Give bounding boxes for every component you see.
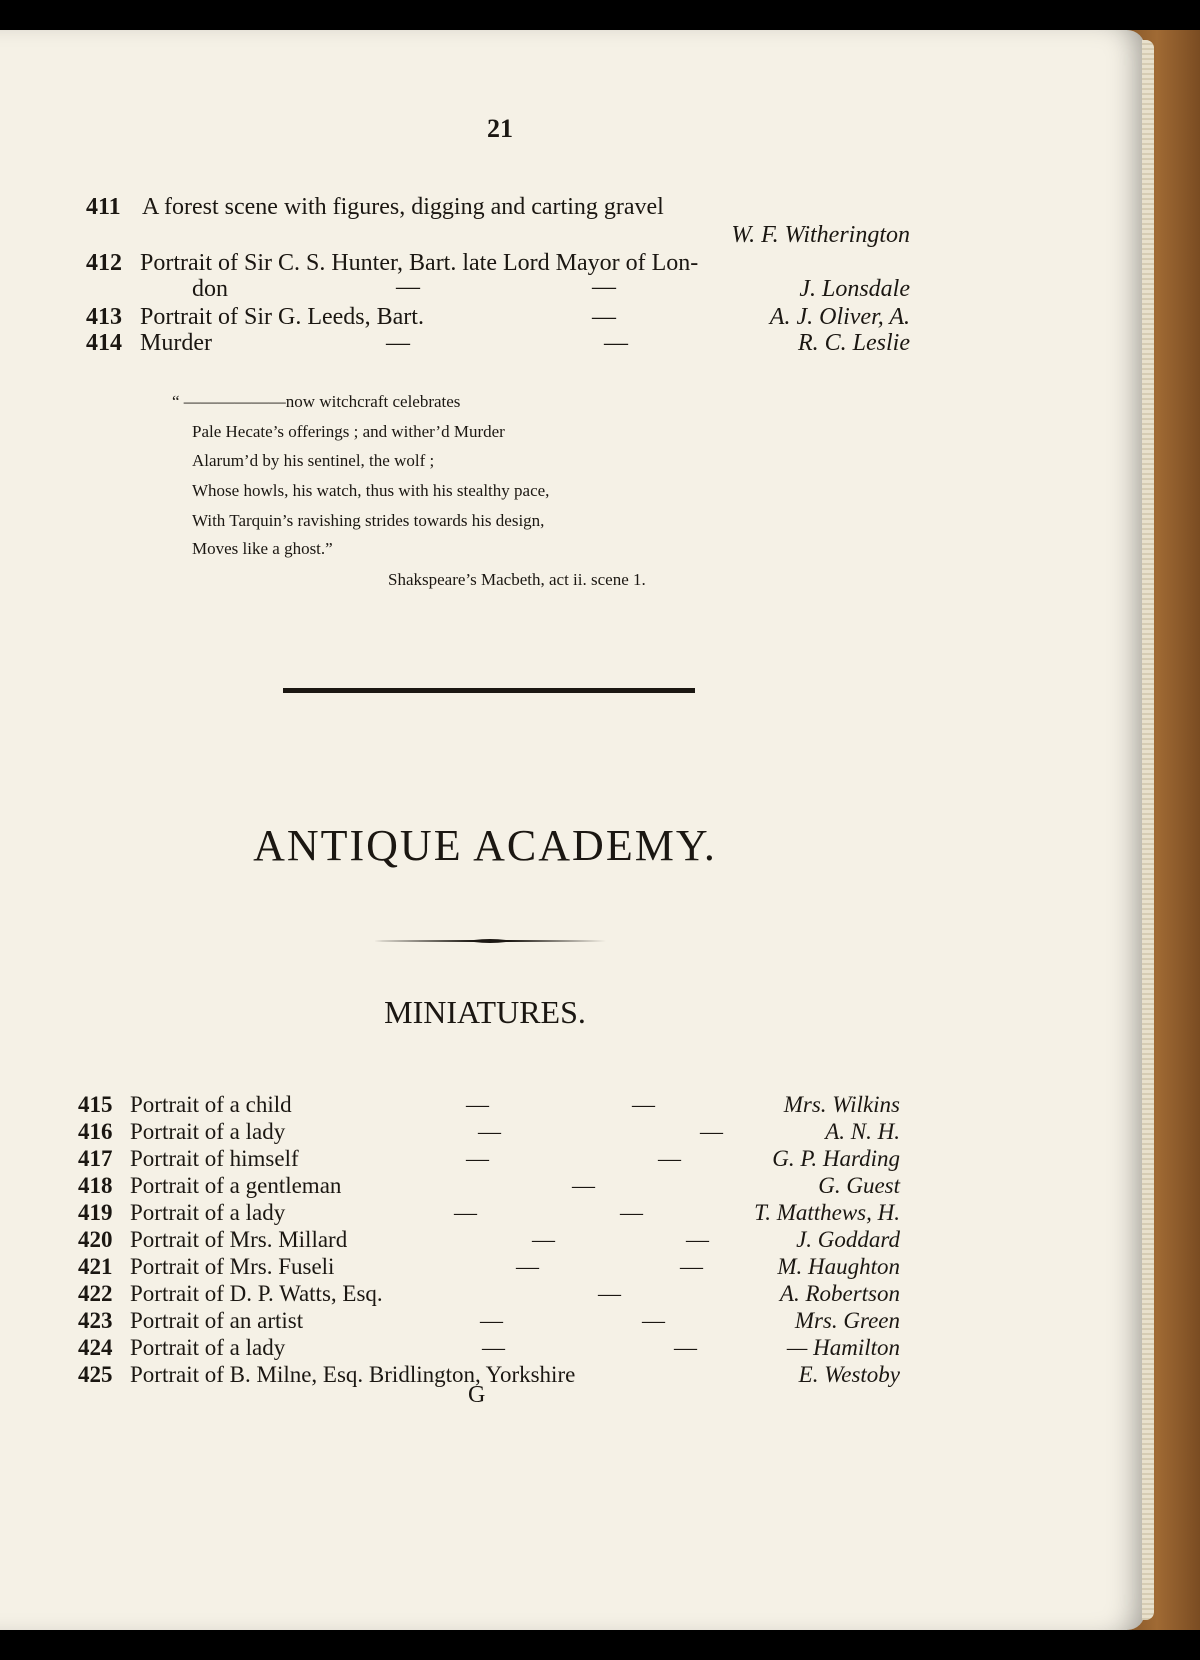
- leader-dash: —: [592, 304, 616, 330]
- entry-artist: M. Haughton: [777, 1254, 900, 1279]
- entry-number: 415: [78, 1092, 113, 1117]
- entry-artist: — Hamilton: [786, 1335, 900, 1360]
- entry-title: Portrait of a lady: [130, 1119, 286, 1144]
- ornamental-rule: [374, 938, 606, 944]
- entry-number: 425: [78, 1362, 113, 1387]
- entry-title: Portrait of a lady: [130, 1335, 286, 1360]
- catalogue-entry: [0, 1200, 900, 1227]
- entry-number: 421: [78, 1254, 113, 1279]
- entry-artist: J. Goddard: [796, 1227, 900, 1252]
- entry-artist: A. N. H.: [825, 1119, 900, 1144]
- entry-artist: T. Matthews, H.: [754, 1200, 900, 1225]
- entry-number: 416: [78, 1119, 113, 1144]
- quote-line: Moves like a ghost.”: [192, 539, 333, 558]
- entry-title: Portrait of Sir G. Leeds, Bart.: [140, 304, 424, 330]
- catalogue-entry: [0, 1092, 900, 1119]
- leader-dash: —: [598, 1281, 621, 1306]
- catalogue-entry: [0, 1173, 900, 1200]
- catalogue-entry: [0, 1254, 900, 1281]
- entry-artist: Mrs. Wilkins: [783, 1092, 900, 1117]
- page-edges: [1142, 40, 1154, 1620]
- leader-dash: —: [700, 1119, 723, 1144]
- leader-dash: —: [686, 1227, 709, 1252]
- entry-title: Portrait of Mrs. Fuseli: [130, 1254, 335, 1279]
- entry-number: 412: [86, 250, 122, 276]
- leader-dash: —: [658, 1146, 681, 1171]
- quote-line: Pale Hecate’s offerings ; and wither’d Murder: [192, 422, 505, 441]
- leader-dash: —: [386, 330, 410, 356]
- entry-title: Portrait of Mrs. Millard: [130, 1227, 348, 1252]
- entry-number: 419: [78, 1200, 113, 1225]
- entry-number: 414: [86, 330, 122, 356]
- entry-title: Portrait of an artist: [130, 1308, 304, 1333]
- leader-dash: —: [604, 330, 628, 356]
- quote-line: Whose howls, his watch, thus with his stealthy pace,: [192, 481, 550, 500]
- catalogue-entry: [0, 194, 910, 254]
- leader-dash: —: [632, 1092, 655, 1117]
- catalogue-entry: [0, 250, 910, 310]
- entry-title-continued: don: [192, 276, 228, 302]
- entry-number: 417: [78, 1146, 113, 1171]
- leader-dash: —: [396, 274, 420, 300]
- leader-dash: —: [516, 1254, 539, 1279]
- entry-number: 423: [78, 1308, 113, 1333]
- leader-dash: —: [680, 1254, 703, 1279]
- entry-artist: E. Westoby: [798, 1362, 900, 1387]
- leader-dash: —: [466, 1146, 489, 1171]
- entry-number: 424: [78, 1335, 113, 1360]
- catalogue-entry: [0, 330, 910, 360]
- page-number: 21: [487, 114, 513, 143]
- entry-title: Portrait of B. Milne, Esq. Bridlington, Yorkshire: [130, 1362, 576, 1387]
- leader-dash: —: [454, 1200, 477, 1225]
- leader-dash: —: [642, 1308, 665, 1333]
- catalogue-entry: [0, 1308, 900, 1335]
- quote-line: Alarum’d by his sentinel, the wolf ;: [192, 451, 435, 470]
- quote-source: Shakspeare’s Macbeth, act ii. scene 1.: [388, 570, 646, 589]
- entry-artist: A. J. Oliver, A.: [769, 304, 910, 330]
- entry-artist: G. Guest: [818, 1173, 900, 1198]
- entry-artist: Mrs. Green: [794, 1308, 900, 1333]
- entry-number: 422: [78, 1281, 113, 1306]
- entry-title: Portrait of himself: [130, 1146, 299, 1171]
- catalogue-entry: [0, 1227, 900, 1254]
- leader-dash: —: [482, 1335, 505, 1360]
- catalogue-entry: [0, 1335, 900, 1362]
- leader-dash: —: [572, 1173, 595, 1198]
- entry-artist: W. F. Witherington: [731, 222, 910, 248]
- entry-artist: J. Lonsdale: [799, 276, 910, 302]
- entry-number: 418: [78, 1173, 113, 1198]
- entry-artist: A. Robertson: [779, 1281, 900, 1306]
- entry-title: Portrait of a child: [130, 1092, 292, 1117]
- leader-dash: —: [466, 1092, 489, 1117]
- entry-number: 420: [78, 1227, 113, 1252]
- entry-title: Portrait of a gentleman: [130, 1173, 342, 1198]
- leader-dash: —: [674, 1335, 697, 1360]
- section-divider-rule: [283, 688, 695, 693]
- entry-title: A forest scene with figures, digging and carting gravel: [142, 194, 664, 220]
- book-page: [0, 30, 1145, 1630]
- entry-artist: G. P. Harding: [772, 1146, 900, 1171]
- catalogue-entry: [0, 1281, 900, 1308]
- catalogue-entry: [0, 1362, 900, 1389]
- signature-mark: G: [468, 1382, 486, 1408]
- section-heading: ANTIQUE ACADEMY.: [253, 821, 717, 870]
- leader-dash: —: [532, 1227, 555, 1252]
- leader-dash: —: [478, 1119, 501, 1144]
- leader-dash: —: [620, 1200, 643, 1225]
- quote-line: “ ——————now witchcraft celebrates: [172, 392, 461, 411]
- catalogue-entry: [0, 1146, 900, 1173]
- entry-title: Portrait of D. P. Watts, Esq.: [130, 1281, 383, 1306]
- leader-dash: —: [480, 1308, 503, 1333]
- catalogue-entry: [0, 1119, 900, 1146]
- entry-title: Murder: [140, 330, 212, 356]
- leader-dash: —: [592, 274, 616, 300]
- entry-title: Portrait of Sir C. S. Hunter, Bart. late Lord Mayor of Lon-: [140, 250, 699, 276]
- entry-artist: R. C. Leslie: [798, 330, 910, 356]
- entry-number: 413: [86, 304, 122, 330]
- entry-title: Portrait of a lady: [130, 1200, 286, 1225]
- sub-heading: MINIATURES.: [384, 994, 586, 1030]
- quote-line: With Tarquin’s ravishing strides towards his design,: [192, 511, 545, 530]
- entry-number: 411: [86, 194, 121, 220]
